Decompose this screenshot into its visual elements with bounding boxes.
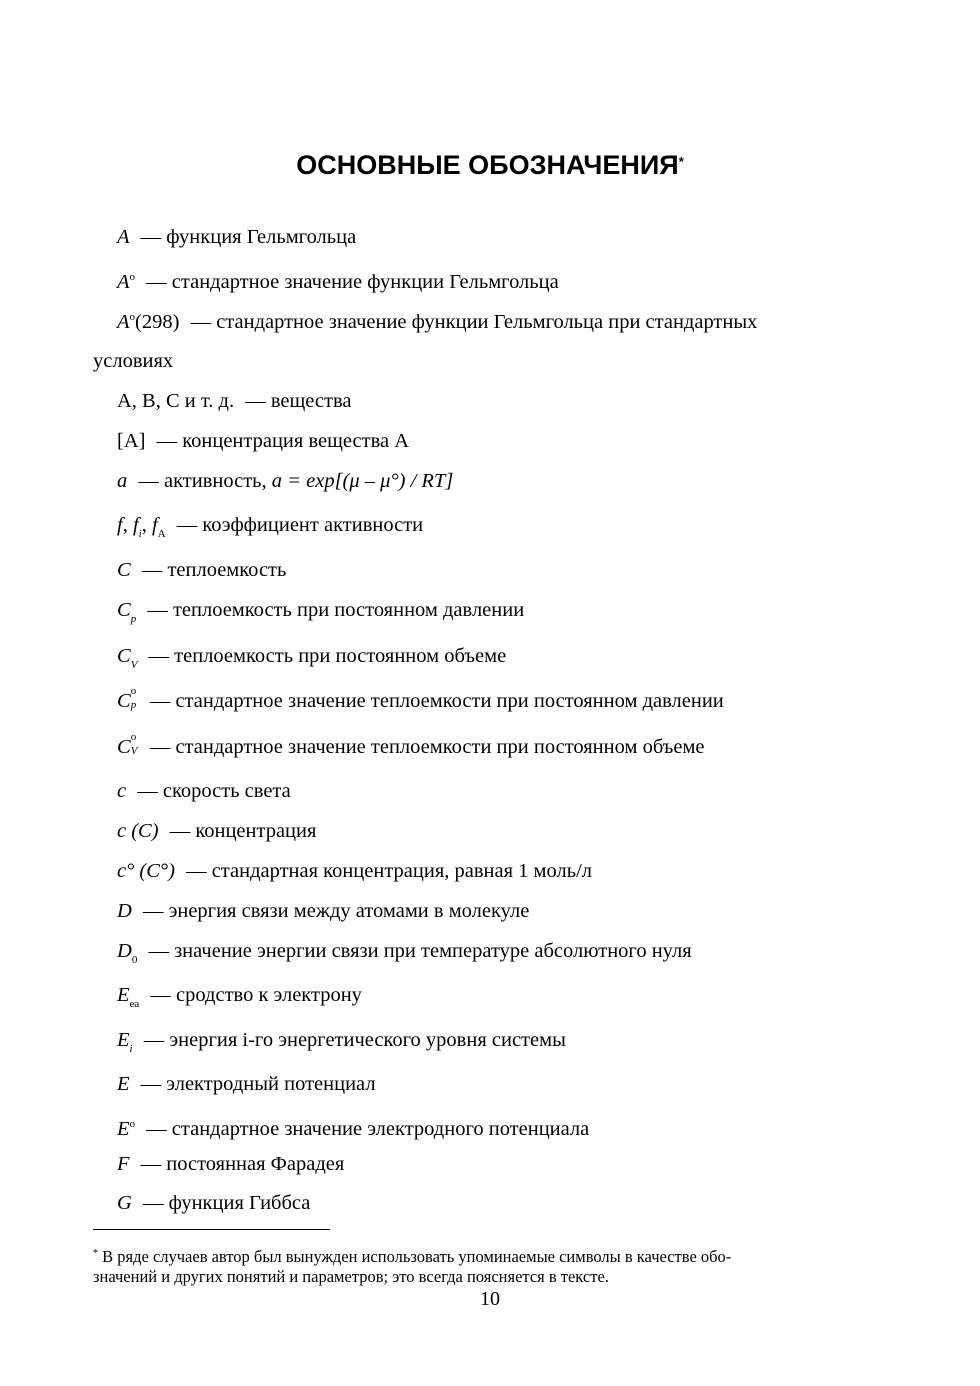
notation-symbol: C xyxy=(117,690,131,712)
dash: — xyxy=(137,780,158,802)
dash: — xyxy=(149,690,171,712)
dash: — xyxy=(141,559,163,581)
notation-definition: функция Гельмгольца xyxy=(166,226,357,248)
notation-definition: стандартное значение теплоемкости при постоянном давлении xyxy=(175,690,724,712)
page-title xyxy=(0,150,980,181)
notation-symbol: E xyxy=(117,984,130,1006)
notation-entry: f, $f_i$, $f_A$ — коэффициент активности xyxy=(117,514,424,540)
notation-superscript: o xyxy=(130,685,137,698)
notation-symbol: A, B, C и т. д. xyxy=(117,390,235,412)
notation-entry xyxy=(117,469,453,493)
footnote-text: значений и других понятий и параметров; это всегда поясняется в тексте. xyxy=(93,1267,609,1286)
notation-continuation xyxy=(93,349,173,373)
notation-symbol: f xyxy=(132,514,139,536)
footnote-mark: * xyxy=(93,1248,98,1259)
notation-symbol: f xyxy=(117,514,123,536)
notation-subscript: ea xyxy=(129,998,140,1010)
footnote-separator xyxy=(93,1229,330,1230)
notation-definition: функция Гиббса xyxy=(168,1192,311,1214)
dash: — xyxy=(150,984,171,1006)
notation-definition: стандартное значение функции Гельмгольца при стандартных xyxy=(216,311,758,333)
notation-definition: теплоемкость при постоянном давлении xyxy=(172,599,525,621)
dash: — xyxy=(142,1192,164,1214)
notation-symbol: A xyxy=(117,271,130,293)
dash: — xyxy=(146,271,167,293)
notation-symbol: C xyxy=(117,599,131,621)
notation-entry xyxy=(117,779,291,803)
notation-definition: стандартное значение функции Гельмгольца xyxy=(171,271,559,293)
notation-symbol: A xyxy=(117,311,130,333)
notation-definition: теплоемкость при постоянном объеме xyxy=(174,645,507,667)
notation-symbol: D xyxy=(117,940,132,962)
dash: — xyxy=(140,226,162,248)
notation-entry xyxy=(117,1191,310,1215)
notation-script-stack xyxy=(130,685,139,712)
notation-definition: стандартное значение теплоемкости при постоянном объеме xyxy=(175,736,705,758)
notation-definition: активность, xyxy=(164,470,267,492)
notation-definition: концентрация xyxy=(195,820,317,842)
notation-definition: постоянная Фарадея xyxy=(166,1153,345,1175)
notation-script-stack xyxy=(130,731,139,758)
footnote-text: В ряде случаев автор был вынужден использовать упоминаемые символы в качестве обо- xyxy=(102,1247,732,1266)
notation-entry xyxy=(117,1072,376,1096)
dash: — xyxy=(140,1153,162,1175)
dash: — xyxy=(142,900,164,922)
notation-entry xyxy=(117,939,692,972)
notation-entry xyxy=(117,983,362,1016)
dash: — xyxy=(146,1118,167,1140)
notation-entry xyxy=(117,899,529,923)
dash: — xyxy=(140,1073,162,1095)
notation-superscript: o xyxy=(129,1118,136,1130)
notation-symbol: f xyxy=(151,514,158,536)
notation-definition: электродный потенциал xyxy=(166,1073,376,1095)
dash: — xyxy=(169,820,191,842)
notation-subscript: A xyxy=(157,528,166,540)
notation-superscript: o xyxy=(129,271,136,283)
notation-symbol: A xyxy=(117,226,130,248)
title-text: ОСНОВНЫЕ ОБОЗНАЧЕНИЯ xyxy=(296,150,679,180)
notation-definition: стандартная концентрация, равная 1 моль/л xyxy=(211,860,593,882)
notation-entry xyxy=(117,1152,344,1176)
notation-entry xyxy=(117,598,524,631)
dash: — xyxy=(190,311,212,333)
notation-superscript: o xyxy=(130,731,137,744)
activity-formula: a = exp[(μ – μ°) / RT] xyxy=(271,470,454,492)
notation-entry xyxy=(117,1112,589,1141)
notation-entry xyxy=(117,429,409,453)
notation-symbol: D xyxy=(117,900,132,922)
notation-symbol: E xyxy=(117,1073,130,1095)
notation-subscript: V xyxy=(130,745,138,758)
notation-symbol: E xyxy=(117,1029,130,1051)
notation-symbol: c° (C°) xyxy=(117,860,175,882)
notation-entry xyxy=(117,859,592,883)
notation-subscript: 0 xyxy=(131,954,138,966)
dash: — xyxy=(156,430,178,452)
dash: — xyxy=(149,736,171,758)
notation-definition: энергия связи между атомами в молекуле xyxy=(168,900,530,922)
page-number: 10 xyxy=(480,1288,500,1310)
notation-entry xyxy=(117,1028,566,1061)
dash: — xyxy=(147,599,168,621)
notation-symbol: F xyxy=(117,1153,130,1175)
dash: — xyxy=(148,645,170,667)
dash: — xyxy=(148,940,169,962)
notation-subscript: i xyxy=(138,528,142,540)
notation-subscript: V xyxy=(130,659,138,671)
notation-symbol: c (C) xyxy=(117,820,159,842)
notation-definition: вещества xyxy=(270,390,352,412)
notation-definition: энергия i-го энергетического уровня системы xyxy=(169,1029,566,1051)
notation-symbol: a xyxy=(117,470,128,492)
notation-symbol: c xyxy=(117,780,127,802)
notation-entry xyxy=(117,819,316,843)
notation-symbol: C xyxy=(117,736,131,758)
dash: — xyxy=(186,860,207,882)
notation-definition: условиях xyxy=(93,350,174,372)
notation-symbol: C xyxy=(117,559,131,581)
dash: — xyxy=(245,390,266,412)
notation-argument: (298) xyxy=(135,311,180,333)
notation-entry xyxy=(117,389,351,413)
notation-definition: теплоемкость xyxy=(167,559,287,581)
notation-symbol: C xyxy=(117,645,131,667)
dash: — xyxy=(176,514,198,536)
notation-subscript: i xyxy=(129,1043,133,1055)
notation-subscript: p xyxy=(130,613,137,625)
notation-definition: сродство к электрону xyxy=(176,984,362,1006)
notation-symbol: G xyxy=(117,1192,132,1214)
notation-definition: стандартное значение электродного потенциала xyxy=(171,1118,590,1140)
notation-definition: скорость света xyxy=(162,780,291,802)
notation-entry xyxy=(117,731,705,759)
title-footnote-mark: * xyxy=(678,154,684,169)
notation-entry xyxy=(117,305,757,334)
notation-symbol: [A] xyxy=(117,430,146,452)
notation-superscript: o xyxy=(129,311,136,323)
dash: — xyxy=(143,1029,165,1051)
notation-definition: коэффициент активности xyxy=(202,514,424,536)
dash: — xyxy=(138,470,159,492)
notation-definition: значение энергии связи при температуре абсолютного нуля xyxy=(174,940,692,962)
notation-entry xyxy=(117,644,506,677)
notation-entry xyxy=(117,265,559,294)
notation-definition: концентрация вещества A xyxy=(182,430,409,452)
notation-entry xyxy=(117,225,356,249)
notation-subscript: p xyxy=(130,699,137,712)
footnote-line-2 xyxy=(93,1265,888,1288)
notation-entry xyxy=(117,685,724,713)
notation-symbol: E xyxy=(117,1118,130,1140)
notation-entry xyxy=(117,558,286,582)
